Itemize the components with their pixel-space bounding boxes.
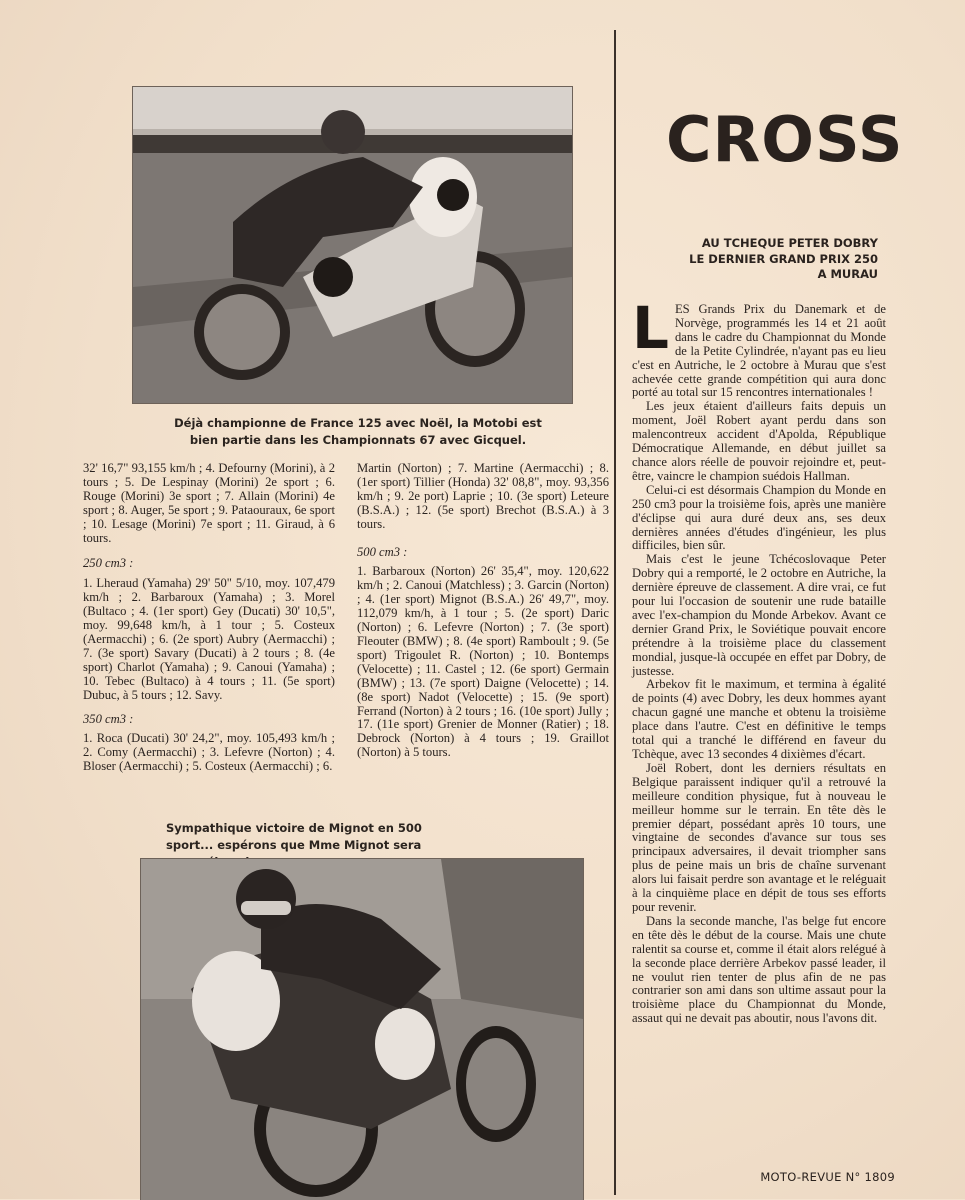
article-body <box>632 294 886 1026</box>
results-column-left <box>83 462 335 774</box>
subtitle-line-1: AU TCHEQUE PETER DOBRY <box>701 236 878 250</box>
section-heading-500: 500 cm3 : <box>357 544 408 559</box>
paragraph-4: Mais c'est le jeune Tchécoslovaque Peter Dobry qui a remporté, le 2 octobre en Autriche, la dernière épreuve de classement. A dire vrai, ce fut pour lui l'occasion de soutenir une rude bataille avec l'ex-champion du Monde Arbekov. Avant ce dernier Grand Prix, le Soviétique pouvait encore prétendre à la troisième place du classement mondial, jusque-là occupée en effet par Dobry, de justesse. <box>632 552 886 678</box>
photo-mignot-rider <box>140 858 584 1200</box>
drop-cap: L <box>632 294 669 362</box>
subtitle-line-3: A MURAU <box>817 267 878 281</box>
photo2-caption: Sympathique victoire de Mignot en 500 sport... espérons que Mme Mignot sera <box>166 821 422 852</box>
article-subtitle <box>652 236 878 283</box>
subtitle-line-2: LE DERNIER GRAND PRIX 250 <box>689 251 878 266</box>
results-125-continued: 32' 16,7" 93,155 km/h ; 4. Defourny (Morini), à 2 tours ; 5. De Lespinay (Morini) 2e sport ; 6. Rouge (Morini) 3e sport ; 7. Allain (Morini) 4e sport ; 8. Auger, 5e sport ; 9. Pataouraux, 6e sport ; 10. Lesage (Morini) 7e sport ; 11. Giraud, à 6 tours. <box>83 461 335 545</box>
results-250: 1. Lheraud (Yamaha) 29' 50" 5/10, moy. 107,479 km/h ; 2. Barbaroux (Yamaha) ; 3. Morel (Bultaco ; 4. (1er sport) Gey (Ducati) 30' 10,5", moy. 99,648 km/h, à 1 tour ; 5. Costeux (Aermacchi) ; 6. (2e sport) Aubry (Aermacchi) ; 7. (3e sport) Savary (Ducati) à 2 tours ; 8. (4e sport) Charlot (Yamaha) ; 9. Canoui (Yamaha) ; 10. Tebec (Bultaco) à 4 tours ; 11. (5e sport) Dubuc, à 5 tours ; 12. Savy. <box>83 576 335 702</box>
paragraph-1 <box>632 294 886 400</box>
section-heading-350: 350 cm3 : <box>83 711 134 726</box>
paragraph-6: Joël Robert, dont les derniers résultats en Belgique paraissent indiquer qu'il a retrouvé la meilleure condition physique, fut à nouveau le meilleur homme sur le terrain. En tête dès le premier départ, possédant après 10 tours, une vingtaine de secondes d'avance sur tous ses principaux adversaires, il devait triompher sans plus de peine mais un bris de chaîne survenant alors lui faisait perdre son avantage et le reléguait à la cinquième place en dépit de tous ses efforts pour revenir. <box>632 760 886 914</box>
paragraph-7: Dans la seconde manche, l'as belge fut encore en tête dès le début de la course. Mais une chute ralentit sa course et, comme il était alors relégué à la seconde place derrière Arbekov passé leader, il ne voulut rien tenter de plus afin de ne pas contrarier son ami dans son ultime assaut pour la troisième place du Championnat du Monde, assaut qui ne devait pas aboutir, nous l'avons dit. <box>632 913 886 1026</box>
photo-motobi-rider <box>132 86 573 404</box>
paragraph-3: Celui-ci est désormais Champion du Monde en 250 cm3 pour la troisième fois, après une manière d'éclipse qui aura duré deux ans, ses deux dernières années d'études d'ingénieur, les plus difficiles, bien sûr. <box>632 482 886 553</box>
paragraph-2: Les jeux étaient d'ailleurs faits depuis un moment, Joël Robert ayant perdu dans son malencontreux accident d'Apolda, République Démocratique Allemande, en début juillet sa chance alors réelle de pouvoir rejoindre et, peut-être, vaincre le champion suédois Hallman. <box>632 399 886 483</box>
results-350-part1: 1. Roca (Ducati) 30' 24,2", moy. 105,493 km/h ; 2. Comy (Aermacchi) ; 3. Lefevre (Norton) ; 4. Bloser (Aermacchi) ; 5. Costeux (Aermacchi) ; 6. <box>83 731 335 774</box>
results-350-part2: Martin (Norton) ; 7. Martine (Aermacchi) ; 8. (1er sport) Tillier (Honda) 32' 08,8", moy. 93,356 km/h ; 9. 2e port) Laprie ; 10. (3e sport) Leteure (B.S.A.) ; 12. (5e sport) Brechot (B.S.A.) à 3 tours. <box>357 461 609 531</box>
page-footer: MOTO-REVUE N° 1809 <box>760 1170 895 1184</box>
results-500: 1. Barbaroux (Norton) 26' 35,4", moy. 120,622 km/h ; 2. Canoui (Matchless) ; 3. Garcin (Norton) ; 4. (1er sport) Mignot (B.S.A.) 26' 49,7", moy. 112,079 km/h, à 1 tour ; 5. (2e sport) Daric (Norton) ; 6. Lefevre (Norton) ; 7. (3e sport) Fleouter (BMW) ; 8. (4e sport) Ramboult ; 9. (5e sport) Trigoulet R. (Norton) ; 10. Bontemps (Velocette) ; 11. Castel ; 12. (6e sport) Germain (BMW) ; 13. (7e sport) Daigne (Velocette) ; 14. (8e sport) Nadot (Velocette) ; 15. (9e sport) Ferrand (Norton) à 2 tours ; 16. (10e sport) Jully ; 17. (11e sport) Grenier de Monner (Ratier) ; 18. Debrock (Norton) à 4 tours ; 19. Graillot (Norton) à 5 tours. <box>357 564 609 760</box>
paragraph-1-text: ES Grands Prix du Danemark et de Norvège, programmés les 14 et 21 août dans le cadre du Championnat du Monde de la Petite Cylindrée, n'ayant pas eu lieu c'est en Autriche, le 2 octobre à Murau que s'est achevée cette grande compétition qui aura donc porté au total sur 15 rencontres internationales ! <box>632 302 886 400</box>
section-heading-250: 250 cm3 : <box>83 556 134 571</box>
paragraph-5: Arbekov fit le maximum, et termina à égalité de points (4) avec Dobry, les deux hommes ayant chacun gagné une manche et obtenu la troisième place dans l'autre. C'est en définitive le temps total qui a tranché le différend en faveur du Tchèque, avec 13 secondes 4 dixièmes d'écart. <box>632 677 886 761</box>
results-column-right <box>357 462 609 760</box>
column-divider <box>614 30 616 1195</box>
article-title: CROSS <box>666 103 904 176</box>
photo1-caption: Déjà championne de France 125 avec Noël, la Motobi est bien partie dans les Championnats 67 avec Gicquel. <box>174 416 542 447</box>
